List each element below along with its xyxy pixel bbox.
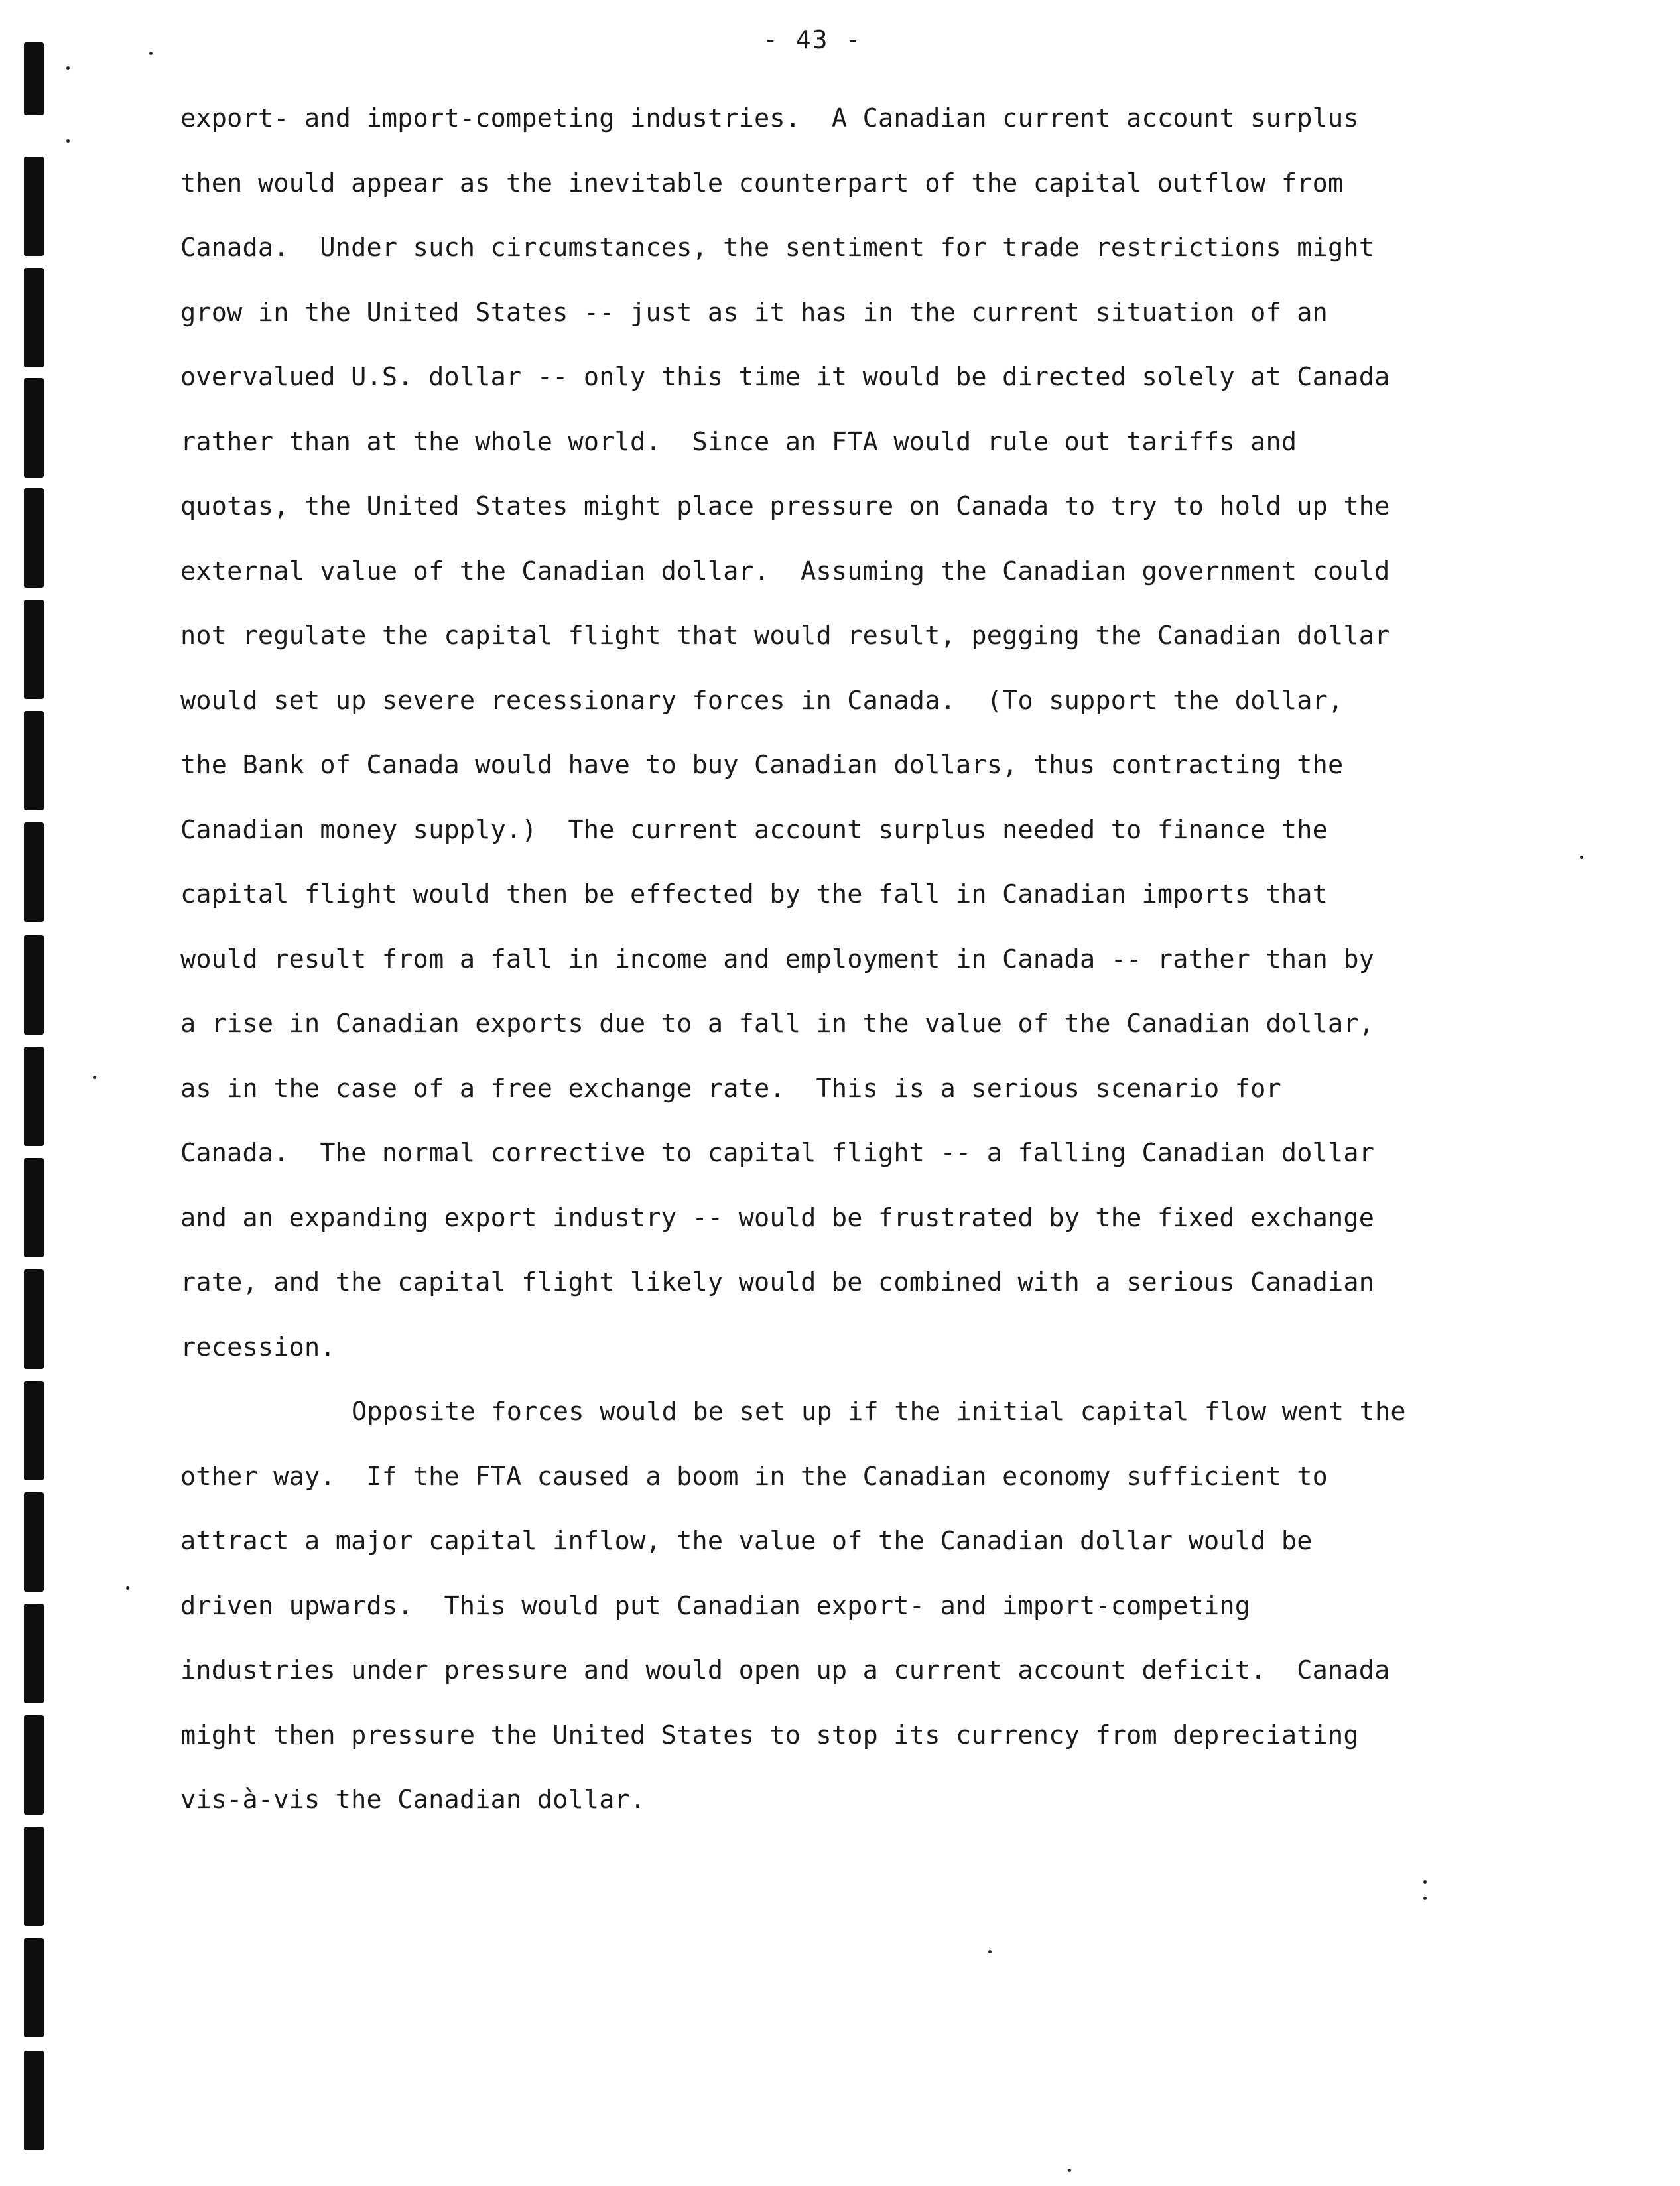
- text-line: capital flight would then be effected by the fall in Canadian imports that: [180, 879, 1328, 909]
- text-line: other way. If the FTA caused a boom in the Canadian economy sufficient to: [180, 1461, 1328, 1492]
- scan-speck: [1580, 856, 1583, 859]
- binding-hole: [24, 711, 44, 810]
- binding-hole: [24, 1827, 44, 1926]
- text-line: Canada. The normal corrective to capital flight -- a falling Canadian dollar: [180, 1138, 1375, 1168]
- text-line: grow in the United States -- just as it has in the current situation of an: [180, 297, 1328, 328]
- text-line: industries under pressure and would open up a current account deficit. Canada: [180, 1655, 1390, 1685]
- binding-hole: [24, 2051, 44, 2150]
- binding-hole: [24, 1381, 44, 1480]
- binding-hole: [24, 1047, 44, 1146]
- text-line: might then pressure the United States to stop its currency from depreciating: [180, 1720, 1359, 1750]
- document-body: [180, 86, 1494, 1832]
- scan-speck: [126, 1586, 129, 1590]
- text-line: recession.: [180, 1332, 336, 1362]
- text-line: rate, and the capital flight likely would be combined with a serious Canadian: [180, 1267, 1375, 1297]
- text-line: would set up severe recessionary forces in Canada. (To support the dollar,: [180, 685, 1344, 716]
- text-line: attract a major capital inflow, the value of the Canadian dollar would be: [180, 1526, 1313, 1556]
- binding-hole: [24, 268, 44, 367]
- binding-hole: [24, 42, 44, 115]
- paragraph-first-line: Opposite forces would be set up if the initial capital flow went the: [352, 1397, 1406, 1427]
- text-line: overvalued U.S. dollar -- only this time it would be directed solely at Canada: [180, 362, 1390, 392]
- text-line: as in the case of a free exchange rate. This is a serious scenario for: [180, 1073, 1281, 1104]
- binding-hole: [24, 1715, 44, 1815]
- binding-hole: [24, 157, 44, 256]
- text-line: a rise in Canadian exports due to a fall in the value of the Canadian dollar,: [180, 1009, 1375, 1039]
- text-line: rather than at the whole world. Since an FTA would rule out tariffs and: [180, 426, 1297, 457]
- binding-hole: [24, 1269, 44, 1369]
- text-line: and an expanding export industry -- would be frustrated by the fixed exchange: [180, 1202, 1375, 1233]
- scan-speck: [1423, 1880, 1427, 1884]
- text-line: the Bank of Canada would have to buy Canadian dollars, thus contracting the: [180, 750, 1344, 780]
- scan-speck: [66, 139, 70, 143]
- page-number: - 43 -: [763, 25, 862, 54]
- text-line: not regulate the capital flight that would result, pegging the Canadian dollar: [180, 621, 1390, 651]
- scan-speck: [149, 52, 153, 55]
- text-line: Canada. Under such circumstances, the sentiment for trade restrictions might: [180, 233, 1375, 263]
- binding-hole: [24, 488, 44, 588]
- text-line: vis-à-vis the Canadian dollar.: [180, 1785, 646, 1815]
- binding-hole: [24, 1492, 44, 1592]
- scan-speck: [93, 1076, 96, 1079]
- binding-hole: [24, 935, 44, 1035]
- text-line: quotas, the United States might place pressure on Canada to try to hold up the: [180, 491, 1390, 521]
- text-line: export- and import-competing industries. A Canadian current account surplus: [180, 103, 1359, 133]
- scan-speck: [66, 66, 70, 70]
- binding-holes: [24, 0, 50, 2186]
- binding-hole: [24, 1158, 44, 1257]
- binding-hole: [24, 1604, 44, 1703]
- binding-hole: [24, 600, 44, 699]
- binding-hole: [24, 822, 44, 922]
- scan-speck: [1423, 1897, 1427, 1900]
- binding-hole: [24, 1938, 44, 2037]
- text-line: driven upwards. This would put Canadian export- and import-competing: [180, 1590, 1251, 1621]
- text-line: then would appear as the inevitable counterpart of the capital outflow from: [180, 168, 1344, 198]
- text-line: external value of the Canadian dollar. Assuming the Canadian government could: [180, 556, 1390, 586]
- scan-speck: [988, 1950, 992, 1953]
- binding-hole: [24, 378, 44, 478]
- text-line: Canadian money supply.) The current account surplus needed to finance the: [180, 814, 1328, 845]
- text-line: would result from a fall in income and employment in Canada -- rather than by: [180, 944, 1375, 974]
- scan-speck: [1068, 2169, 1071, 2172]
